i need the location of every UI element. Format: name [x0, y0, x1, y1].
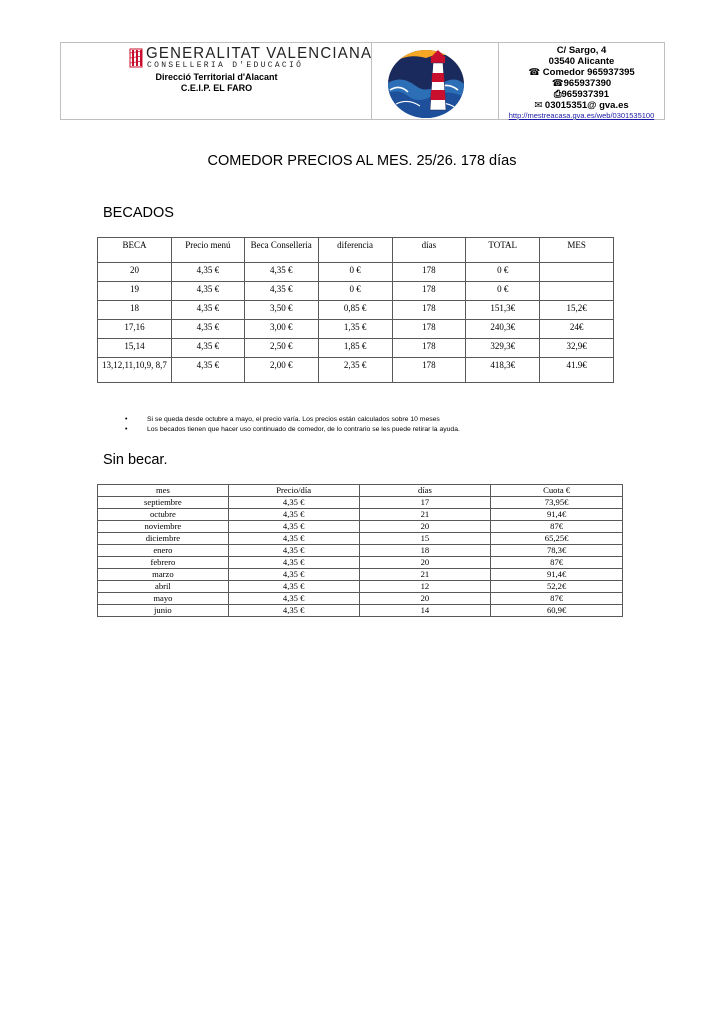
- table-cell: 0 €: [466, 263, 540, 282]
- table-cell: 20: [98, 263, 172, 282]
- table-cell: 17,16: [98, 320, 172, 339]
- table-cell: 60,9€: [491, 605, 623, 617]
- table-cell: [540, 282, 614, 301]
- table-cell: 41.9€: [540, 358, 614, 383]
- table-cell: 0,85 €: [318, 301, 392, 320]
- table-header-row: [98, 485, 623, 497]
- lighthouse-logo-icon: [386, 44, 466, 120]
- table-cell: 2,50 €: [244, 339, 318, 358]
- table-cell: 240,3€: [466, 320, 540, 339]
- column-header: Precio/día: [228, 485, 359, 497]
- table-cell: 15,2€: [540, 301, 614, 320]
- org-title: GENERALITAT VALENCIANA: [146, 44, 373, 63]
- table-row: [98, 301, 614, 320]
- table-cell: 4,35 €: [228, 533, 359, 545]
- table-row: [98, 509, 623, 521]
- table-cell: 4,35 €: [171, 358, 244, 383]
- table-cell: 78,3€: [491, 545, 623, 557]
- table-cell: 20: [359, 557, 491, 569]
- school-name: C.E.I.P. EL FARO: [180, 83, 253, 93]
- table-cell: 52,2€: [491, 581, 623, 593]
- table-cell: 1,85 €: [318, 339, 392, 358]
- table-cell: 4,35 €: [228, 569, 359, 581]
- table-cell: 178: [392, 301, 466, 320]
- generalitat-crest-icon: [129, 47, 143, 69]
- column-header: días: [359, 485, 491, 497]
- column-header: Precio menú: [171, 238, 244, 263]
- table-cell: 4,35 €: [228, 557, 359, 569]
- address: C/ Sargo, 4: [556, 45, 607, 56]
- table-cell: 73,95€: [491, 497, 623, 509]
- table-cell: 4,35 €: [228, 521, 359, 533]
- table-cell: 20: [359, 593, 491, 605]
- table-cell: 87€: [491, 521, 623, 533]
- column-header: TOTAL: [466, 238, 540, 263]
- table-cell: 17: [359, 497, 491, 509]
- table-row: [98, 605, 623, 617]
- table-cell: febrero: [98, 557, 229, 569]
- table-cell: 91,4€: [491, 569, 623, 581]
- org-subtitle: CONSELLERIA D'EDUCACIÓ: [147, 61, 304, 70]
- table-cell: 12: [359, 581, 491, 593]
- table-cell: noviembre: [98, 521, 229, 533]
- table-cell: 4,35 €: [228, 581, 359, 593]
- city: 03540 Alicante: [548, 56, 615, 67]
- phone: ☎965937390: [551, 78, 612, 89]
- table-cell: 4,35 €: [171, 301, 244, 320]
- table-cell: 2,00 €: [244, 358, 318, 383]
- table-cell: 3,50 €: [244, 301, 318, 320]
- table-cell: 19: [98, 282, 172, 301]
- table-cell: 4,35 €: [244, 282, 318, 301]
- table-row: [98, 533, 623, 545]
- table-cell: 20: [359, 521, 491, 533]
- table-cell: 13,12,11,10,9, 8,7: [98, 358, 172, 383]
- table-cell: 0 €: [318, 282, 392, 301]
- institution-block: [61, 43, 372, 119]
- table-cell: 4,35 €: [228, 593, 359, 605]
- table-cell: septiembre: [98, 497, 229, 509]
- table-cell: 21: [359, 509, 491, 521]
- table-cell: 15: [359, 533, 491, 545]
- logo-block: [372, 43, 499, 119]
- becados-notes: [125, 415, 460, 435]
- table-row: [98, 545, 623, 557]
- table-cell: 178: [392, 339, 466, 358]
- table-cell: 4,35 €: [228, 509, 359, 521]
- table-cell: abril: [98, 581, 229, 593]
- table-cell: 87€: [491, 557, 623, 569]
- table-cell: 4,35 €: [171, 339, 244, 358]
- table-cell: marzo: [98, 569, 229, 581]
- table-cell: 4,35 €: [244, 263, 318, 282]
- sin-becar-heading: Sin becar.: [103, 452, 168, 468]
- column-header: Beca Conselleria: [244, 238, 318, 263]
- table-cell: 3,00 €: [244, 320, 318, 339]
- table-cell: 32,9€: [540, 339, 614, 358]
- table-cell: 18: [359, 545, 491, 557]
- table-row: [98, 593, 623, 605]
- column-header: Cuota €: [491, 485, 623, 497]
- table-cell: 418,3€: [466, 358, 540, 383]
- table-cell: 4,35 €: [171, 320, 244, 339]
- table-cell: 4,35 €: [228, 545, 359, 557]
- table-cell: diciembre: [98, 533, 229, 545]
- becados-table: [97, 237, 614, 383]
- table-cell: 329,3€: [466, 339, 540, 358]
- table-cell: 91,4€: [491, 509, 623, 521]
- table-cell: 24€: [540, 320, 614, 339]
- website-link[interactable]: http://mestreacasa.gva.es/web/0301535100: [508, 111, 655, 120]
- table-header-row: [98, 238, 614, 263]
- column-header: BECA: [98, 238, 172, 263]
- table-cell: 87€: [491, 593, 623, 605]
- column-header: mes: [98, 485, 229, 497]
- table-cell: 15,14: [98, 339, 172, 358]
- table-row: [98, 263, 614, 282]
- table-cell: 178: [392, 320, 466, 339]
- table-cell: 65,25€: [491, 533, 623, 545]
- table-cell: 2,35 €: [318, 358, 392, 383]
- table-cell: 178: [392, 263, 466, 282]
- table-cell: octubre: [98, 509, 229, 521]
- table-row: [98, 320, 614, 339]
- table-row: [98, 339, 614, 358]
- contact-block: [499, 43, 664, 119]
- table-cell: mayo: [98, 593, 229, 605]
- table-cell: 0 €: [466, 282, 540, 301]
- list-item: • Si se queda desde octubre a mayo, el precio varía. Los precios están calculados sobre 10 meses: [125, 415, 460, 425]
- table-row: [98, 557, 623, 569]
- table-cell: 4,35 €: [228, 605, 359, 617]
- page-title: COMEDOR PRECIOS AL MES. 25/26. 178 días: [207, 153, 517, 169]
- email: ✉ 03015351@ gva.es: [534, 100, 629, 111]
- list-item: • Los becados tienen que hacer uso continuado de comedor, de lo contrario se les puede retirar la ayuda.: [125, 425, 460, 435]
- table-cell: 1,35 €: [318, 320, 392, 339]
- table-row: [98, 497, 623, 509]
- table-row: [98, 282, 614, 301]
- column-header: MES: [540, 238, 614, 263]
- table-row: [98, 581, 623, 593]
- table-cell: 4,35 €: [171, 282, 244, 301]
- table-cell: junio: [98, 605, 229, 617]
- table-cell: 178: [392, 282, 466, 301]
- table-cell: 0 €: [318, 263, 392, 282]
- table-cell: 4,35 €: [228, 497, 359, 509]
- column-header: diferencia: [318, 238, 392, 263]
- table-cell: 14: [359, 605, 491, 617]
- becados-heading: BECADOS: [103, 205, 174, 221]
- column-header: días: [392, 238, 466, 263]
- table-row: [98, 569, 623, 581]
- table-cell: 21: [359, 569, 491, 581]
- table-cell: [540, 263, 614, 282]
- comedor-phone: ☎ Comedor 965937395: [528, 67, 635, 78]
- table-cell: enero: [98, 545, 229, 557]
- direction-name: Direcció Territorial d'Alacant: [155, 72, 278, 82]
- table-row: [98, 521, 623, 533]
- table-cell: 178: [392, 358, 466, 383]
- fax: ⎙965937391: [553, 89, 610, 100]
- table-cell: 18: [98, 301, 172, 320]
- table-row: [98, 358, 614, 383]
- sin-becar-table: [97, 484, 623, 617]
- table-cell: 4,35 €: [171, 263, 244, 282]
- letterhead: [60, 42, 665, 120]
- table-cell: 151,3€: [466, 301, 540, 320]
